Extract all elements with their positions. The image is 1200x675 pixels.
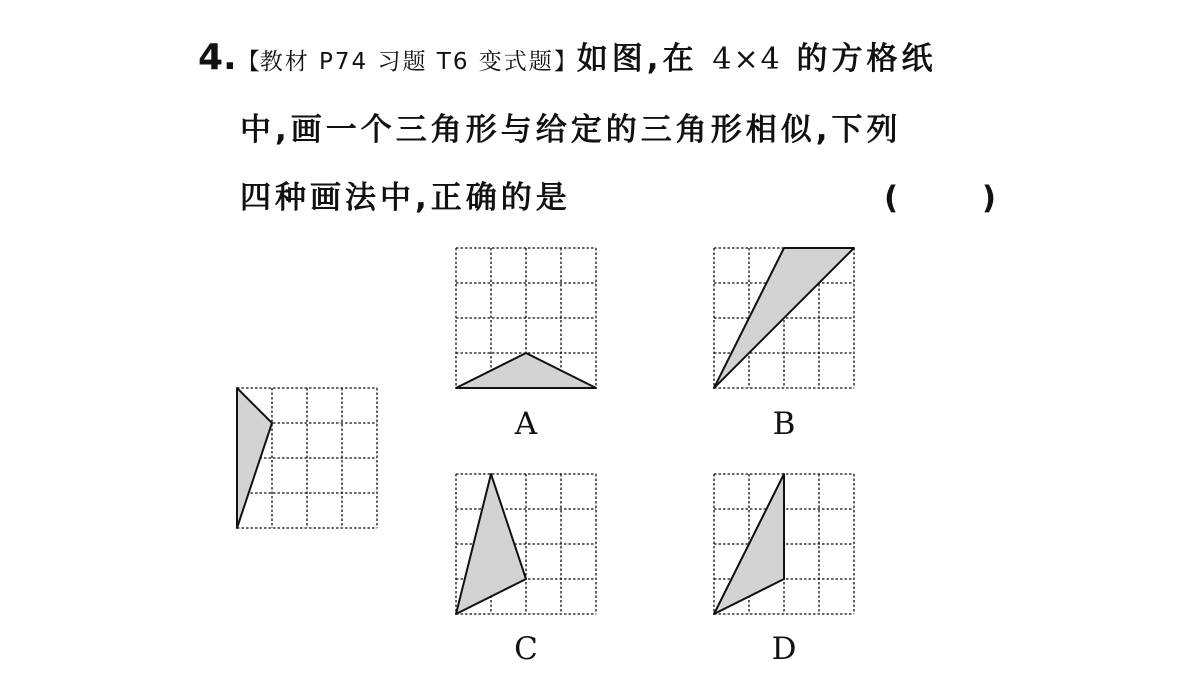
option-a-grid-figure	[456, 248, 596, 388]
given-triangle	[237, 388, 272, 528]
option-a-label: A	[514, 406, 538, 442]
paren-open: (	[884, 180, 899, 216]
answer-blank	[884, 178, 996, 218]
option-c-label: C	[514, 631, 538, 667]
option-b-grid-figure	[714, 248, 854, 388]
source-tag-open: 【	[236, 49, 260, 75]
option-a-triangle	[456, 353, 596, 388]
grid-size: 4×4	[712, 42, 782, 77]
option-b-label: B	[772, 406, 796, 442]
question-text-1a: 如图,在	[576, 41, 698, 77]
question-number: 4.	[198, 37, 237, 78]
question-line-1	[198, 38, 937, 82]
question-text-1b: 的方格纸	[796, 41, 937, 77]
question-line-2: 中,画一个三角形与给定的三角形相似,下列	[240, 112, 902, 148]
given-grid-figure	[237, 388, 377, 528]
option-d-grid-figure	[714, 474, 854, 614]
paren-close: )	[981, 180, 996, 216]
option-d-label: D	[771, 631, 797, 667]
source-tag-close: 】	[553, 49, 577, 75]
source-tag: 教材 P74 习题 T6 变式题	[259, 49, 554, 75]
option-c-grid-figure	[456, 474, 596, 614]
question-line-3: 四种画法中,正确的是	[240, 180, 571, 216]
